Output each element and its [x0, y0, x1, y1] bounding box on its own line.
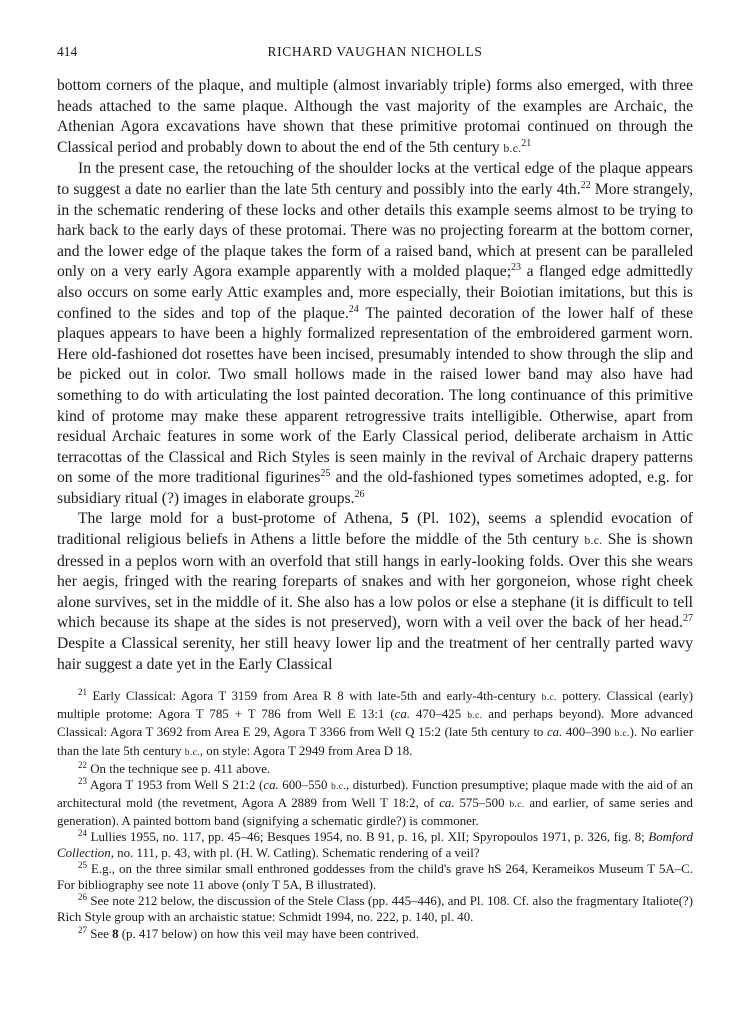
page-header	[57, 44, 693, 66]
footnote-ref-22: 22	[580, 179, 591, 191]
paragraph-text: The painted decoration of the lower half of these plaques appears to have been a highly formalized representation of the embroidered garment worn. Here old-fashioned dot rosettes have been incised, presumably intended to show through the slip and be picked out in color. Two small hollows made in the raised lower band may also have had something to do with articulating the lost painted decoration. The long continuance of this primitive kind of protome may make these apparent retrogressive traits intelligible. Otherwise, apart from residual Archaic features in some work of the Early Classical period, deliberate archaism in Attic terracottas of the Classical and Rich Styles is seen mainly in the revival of Archaic drapery patterns on some of the more traditional figurines	[57, 304, 693, 487]
paragraph-2	[57, 159, 693, 509]
footnote-number: 25	[78, 860, 87, 871]
footnote-27	[57, 926, 693, 942]
footnote-text: 600–550	[278, 777, 331, 792]
era-abbrev: b.c.	[330, 780, 347, 792]
footnote-text: See	[87, 926, 113, 941]
footnote-text: On the technique see p. 411 above.	[87, 761, 271, 776]
page	[57, 44, 693, 942]
italic-title: Bomford Collection	[57, 829, 693, 861]
footnote-number: 23	[78, 775, 87, 786]
catalog-number: 5	[400, 510, 409, 528]
footnote-ref-21: 21	[521, 137, 532, 149]
footnote-text: 400–390	[562, 725, 615, 740]
era-abbrev: b.c.	[467, 710, 483, 722]
body-text	[57, 76, 693, 675]
footnote-ref-27: 27	[683, 613, 693, 625]
footnote-number: 24	[78, 827, 87, 838]
footnote-26	[57, 893, 693, 925]
paragraph-text: bottom corners of the plaque, and multiple (almost invariably triple) forms also emerged, with three heads attached to the same plaque. Although the vast majority of the examples are Archaic, the Athenian Agora excavations have shown that these primitive protomai continued on through the Classical period and probably down to about the end of the 5th century	[57, 77, 693, 156]
era-abbrev: b.c.	[584, 535, 603, 548]
footnote-ref-24: 24	[348, 303, 359, 315]
footnote-text: See note 212 below, the discussion of the Stele Class (pp. 445–446), and Pl. 108. Cf. also the fragmentary Italiote(?) Rich Style group with an archaistic statue: Schmidt 1994, no. 222, p. 140, pl. 40.	[57, 894, 693, 925]
footnote-text: Lullies 1955, no. 117, pp. 45–46; Besques 1954, no. B 91, p. 16, pl. XII; Spyropoulos 1971, p. 326, fig. 8;	[87, 829, 649, 844]
footnote-text: , disturbed). Function presumptive; plaque made with the aid of an architectural mold (the revetment, Agora A 2889 from Well T 18:2, of	[57, 777, 694, 810]
paragraph-3	[57, 509, 693, 675]
footnote-text: 575–500	[454, 795, 510, 810]
footnote-ref-25: 25	[320, 468, 331, 480]
footnote-24	[57, 829, 693, 861]
footnote-ref-26: 26	[354, 488, 365, 500]
footnote-text: Early Classical: Agora T 3159 from Area R 8 with late-5th and early-4th-century	[87, 689, 542, 704]
running-head: RICHARD VAUGHAN NICHOLLS	[267, 44, 483, 59]
footnote-23	[57, 777, 693, 829]
footnote-21	[57, 688, 693, 760]
circa-abbrev: ca.	[263, 777, 279, 792]
circa-abbrev: ca.	[439, 795, 455, 810]
footnote-text: , no. 111, p. 43, with pl. (H. W. Catling). Schematic rendering of a veil?	[110, 846, 480, 861]
footnote-25	[57, 861, 693, 893]
era-abbrev: b.c.	[541, 692, 557, 704]
footnote-number: 21	[78, 687, 87, 698]
circa-abbrev: ca.	[394, 707, 411, 722]
paragraph-text: a flanged edge admittedly also occurs on some early Attic examples and, more especially, their Boiotian imitations, but this is confined to the sides and top of the plaque.	[57, 263, 693, 322]
footnote-number: 22	[78, 759, 87, 770]
footnote-text: (p. 417 below) on how this veil may have been contrived.	[118, 926, 419, 941]
era-abbrev: b.c.	[614, 728, 630, 740]
footnote-text: ). No earlier than the late 5th century	[57, 725, 694, 758]
footnote-text: , on style: Agora T 2949 from Area D 18.	[199, 743, 413, 758]
footnote-number: 26	[78, 892, 87, 903]
paragraph-text: The large mold for a bust-protome of Athena,	[78, 510, 401, 528]
page-number: 414	[57, 44, 78, 59]
paragraph-text: and the old-fashioned types sometimes adopted, e.g. for subsidiary ritual (?) images in elaborate groups.	[57, 469, 694, 507]
footnote-text: and earlier, of same series and generation). A painted bottom band (signifying a schematic girdle?) is commoner.	[57, 795, 693, 828]
paragraph-1	[57, 76, 693, 159]
footnote-text: 470–425	[410, 707, 468, 722]
paragraph-text: She is shown dressed in a peplos worn with an overfold that still hangs in early-looking folds. Over this she wears her aegis, fringed with the rearing foreparts of snakes and with her gorgoneion, whose right cheek alone survives, set in the middle of it. She also has a low polos or else a stephane (it is difficult to tell which because its shape at the sides is not preserved), worn with a veil over the back of her head.	[57, 531, 693, 632]
footnotes	[57, 688, 693, 941]
paragraph-text: In the present case, the retouching of the shoulder locks at the vertical edge of the plaque appears to suggest a date no earlier than the late 5th century and possibly into the early 4th.	[57, 160, 693, 198]
era-abbrev: b.c.	[509, 798, 525, 810]
circa-abbrev: ca.	[546, 725, 563, 740]
footnote-number: 27	[78, 924, 87, 935]
paragraph-text: More strangely, in the schematic rendering of these locks and other details this example seems almost to be trying to hark back to the early days of these protomai. There was no projecting forearm at the bottom corner, and the lower edge of the plaque takes the form of a raised band, which at present can be paralleled only on a very early Agora example apparently with a molded plaque;	[57, 180, 693, 281]
footnote-text: Agora T 1953 from Well S 21:2 (	[87, 777, 264, 792]
footnote-text: pottery. Classical (early) multiple protome: Agora T 785 + T 786 from Well E 13:1 (	[57, 689, 693, 722]
footnote-text: and perhaps beyond). More advanced Classical: Agora T 3692 from Area E 29, Agora T 3366 from Well Q 15:2 (late 5th century to	[57, 707, 693, 740]
era-abbrev: b.c.	[184, 746, 200, 758]
footnote-ref-23: 23	[511, 262, 522, 274]
paragraph-text: (Pl. 102), seems a splendid evocation of traditional religious beliefs in Athens a little before the middle of the 5th century	[57, 510, 693, 549]
footnote-22	[57, 761, 693, 777]
footnote-text: E.g., on the three similar small enthroned goddesses from the child's grave hS 264, Kerameikos Museum T 5A–C. For bibliography see note 11 above (only T 5A, B illustrated).	[57, 862, 693, 893]
paragraph-text: Despite a Classical serenity, her still heavy lower lip and the treatment of her centrally parted wavy hair suggest a date yet in the Early Classical	[57, 635, 693, 673]
catalog-number: 8	[112, 926, 119, 941]
era-abbrev: b.c.	[503, 142, 522, 155]
